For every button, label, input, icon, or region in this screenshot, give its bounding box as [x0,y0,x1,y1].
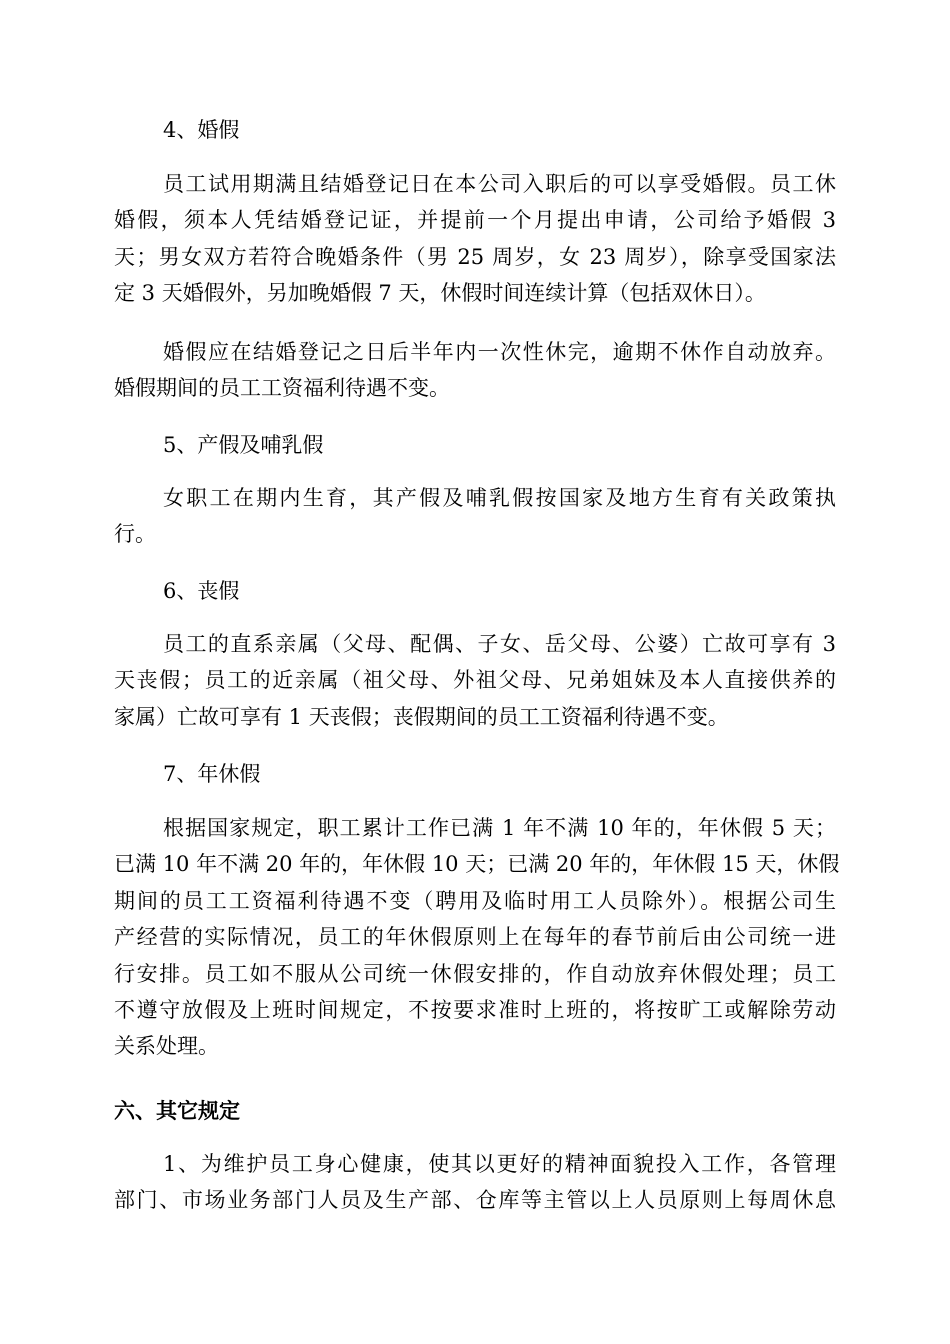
text-line: 关系处理。 [114,1034,219,1059]
text-line: 行。 [114,522,156,547]
chapter-heading-other-rules: 六、其它规定 [114,1098,240,1123]
paragraph-maternity-leave [114,480,836,553]
paragraph-other-rules-1 [114,1146,836,1219]
text-line: 天丧假；员工的近亲属（祖父母、外祖父母、兄弟姐妹及本人直接供养的 [114,668,836,693]
text-line: 婚假期间的员工工资福利待遇不变。 [114,376,450,401]
text-line: 1、为维护员工身心健康，使其以更好的精神面貌投入工作，各管理 [163,1152,836,1176]
text-line: 期间的员工工资福利待遇不变（聘用及临时用工人员除外）。根据公司生 [114,888,836,913]
text-line: 部门、市场业务部门人员及生产部、仓库等主管以上人员原则上每周休息 [114,1188,836,1213]
text-line: 女职工在期内生育，其产假及哺乳假按国家及地方生育有关政策执 [163,486,836,510]
paragraph-marriage-leave-rules [114,166,836,312]
section-title-marriage-leave: 4、婚假 [163,118,240,142]
text-line: 定 3 天婚假外，另加晚婚假 7 天，休假时间连续计算（包括双休日）。 [114,281,766,306]
text-line: 行安排。员工如不服从公司统一休假安排的，作自动放弃休假处理；员工 [114,961,836,986]
text-line: 家属）亡故可享有 1 天丧假；丧假期间的员工工资福利待遇不变。 [114,704,729,729]
section-title-annual-leave: 7、年休假 [163,762,261,786]
section-title-funeral-leave: 6、丧假 [163,579,240,603]
text-line: 产经营的实际情况，员工的年休假原则上在每年的春节前后由公司统一进 [114,925,836,950]
section-title-maternity-leave: 5、产假及哺乳假 [163,433,324,457]
text-line: 婚假应在结婚登记之日后半年内一次性休完，逾期不休作自动放弃。 [163,340,836,364]
text-line: 不遵守放假及上班时间规定，不按要求准时上班的，将按旷工或解除劳动 [114,997,836,1022]
paragraph-funeral-leave [114,626,836,735]
text-line: 已满 10 年不满 20 年的，年休假 10 天；已满 20 年的，年休假 15 天，休假 [114,852,840,877]
text-line: 员工试用期满且结婚登记日在本公司入职后的可以享受婚假。员工休 [163,172,836,196]
paragraph-marriage-leave-deadline [114,334,836,407]
text-line: 根据国家规定，职工累计工作已满 1 年不满 10 年的，年休假 5 天； [163,816,836,840]
text-line: 员工的直系亲属（父母、配偶、子女、岳父母、公婆）亡故可享有 3 [163,632,836,656]
text-line: 天；男女双方若符合晚婚条件（男 25 周岁，女 23 周岁），除享受国家法 [114,244,836,269]
paragraph-annual-leave [114,810,840,1065]
text-line: 婚假，须本人凭结婚登记证，并提前一个月提出申请，公司给予婚假 3 [114,208,836,233]
